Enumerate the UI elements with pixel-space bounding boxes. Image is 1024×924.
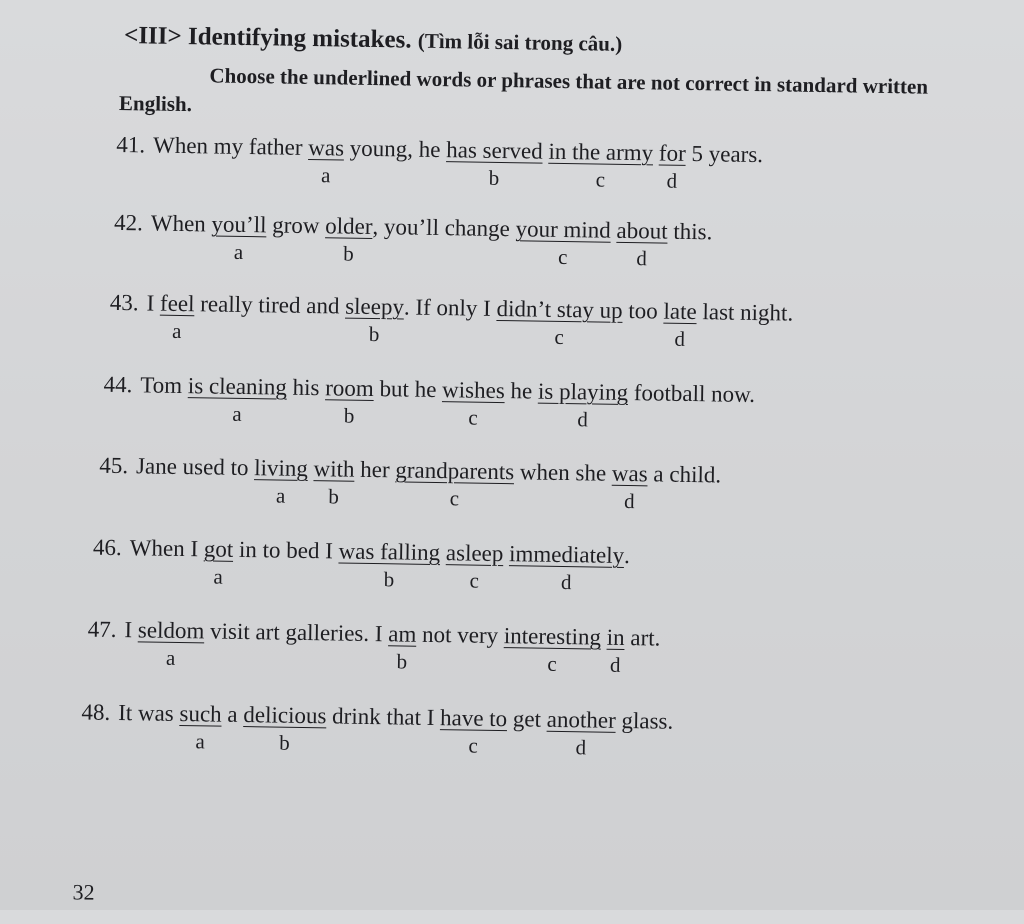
plain-text: Jane used to [135,453,255,481]
plain-text: a child. [647,461,722,488]
option-text: for [658,140,686,166]
underlined-option-b [338,538,441,592]
option-letter: a [213,564,223,589]
option-text: you’ll [211,211,267,238]
option-letter: d [623,488,635,514]
option-text: am [388,621,417,647]
plain-text: grow [266,212,326,239]
option-text: wishes [441,377,505,404]
option-letter: d [577,407,589,432]
option-text: didn’t stay up [496,295,623,323]
option-letter: b [279,730,290,755]
plain-text: too [622,297,664,324]
sentence-text [151,211,212,238]
underlined-option-c [445,540,504,593]
option-letter: d [609,652,621,677]
option-text: grandparents [395,457,515,485]
sentence-text [622,298,663,325]
option-letter: b [383,567,395,592]
underlined-option-d [663,298,697,351]
plain-text: I [124,617,139,643]
option-text: has served [446,137,543,164]
question-48 [81,699,674,778]
option-text: was [611,460,648,487]
underlined-option-d [616,217,668,271]
option-letter: c [595,167,606,192]
option-letter: c [468,405,478,430]
option-text: is playing [537,378,629,406]
option-text: asleep [445,540,504,567]
plain-text: art. [624,625,661,651]
sentence-text [233,537,339,565]
sentence-text [624,625,660,652]
sentence-text [507,706,547,733]
instructions: Choose the underlined words or phrases that are not correct in standard written English. [118,63,929,117]
underlined-option-c [395,457,515,511]
option-text: have to [439,705,508,732]
plain-text: really tired and [194,291,346,319]
underlined-option-c [441,377,505,430]
sentence-text [326,703,440,731]
sentence-text [287,375,326,402]
question-number: 45. [99,452,129,479]
underlined-option-d [537,378,629,432]
sentence-text [140,372,188,399]
option-letter: d [666,168,678,193]
underlined-option-b [388,621,417,674]
option-text: was [308,134,345,161]
sentence-text [616,708,674,735]
option-text: with [313,456,355,482]
plain-text: football now. [627,380,756,408]
sentence-text [624,543,630,569]
question-45 [98,453,721,533]
underlined-option-a [308,134,345,188]
sentence-text [221,702,243,728]
underlined-option-d [606,624,625,677]
option-letter: d [575,735,587,760]
plain-text: but he [373,376,443,403]
underlined-option-a [179,701,222,754]
option-text: immediately [508,541,625,568]
option-text: sleepy [345,293,405,320]
option-letter: b [328,484,340,509]
question-44 [103,372,755,452]
underlined-option-c [503,623,602,676]
option-text: delicious [243,702,327,729]
option-letter: c [469,568,480,593]
underlined-option-d [658,140,686,193]
sentence-text [204,618,388,647]
plain-text: When I [129,535,205,562]
sentence-text [404,294,497,321]
plain-text: drink that I [326,703,441,731]
sentence-text [374,376,443,403]
sentence-text [344,136,447,164]
option-text: older [325,213,373,239]
underlined-option-b [325,375,375,428]
underlined-option-c [496,295,623,350]
option-letter: c [547,651,557,676]
underlined-option-a [254,455,309,508]
section-heading [124,22,623,58]
option-letter: c [449,486,460,511]
sentence-text [354,457,395,484]
underlined-option-c [515,216,611,270]
underlined-option-a [211,211,267,264]
question-number: 47. [87,616,117,643]
option-letter: c [554,324,565,350]
sentence-text [416,622,504,649]
option-letter: a [275,483,286,508]
plain-text: last night. [696,299,794,326]
plain-text: I [146,290,161,316]
option-letter: a [320,163,331,188]
option-text: in [606,624,625,650]
question-46 [92,535,630,613]
sentence-text [194,291,345,319]
option-letter: b [343,403,355,428]
plain-text: When [150,210,212,237]
underlined-option-b [446,137,543,190]
option-letter: b [368,321,380,347]
option-letter: a [195,729,206,754]
underlined-option-d [611,460,648,514]
sentence-text [266,212,325,239]
option-text: your mind [515,216,611,243]
sentence-text [686,141,764,168]
plain-text: he [504,378,539,404]
sentence-text [628,380,755,408]
underlined-option-a [203,536,234,589]
option-letter: b [396,649,408,674]
section-title: <III> Identifying mistakes. [123,22,412,54]
question-number: 43. [109,289,139,316]
plain-text: in to bed I [233,536,339,564]
option-text: room [325,375,375,402]
option-letter: d [636,246,648,271]
sentence-text [153,133,309,161]
sentence-text [647,461,721,488]
plain-text: , you’ll change [372,213,516,242]
sentence-text [514,459,612,487]
sentence-text [146,290,160,316]
question-43 [109,290,793,371]
plain-text: It was [117,700,180,727]
plain-text: this. [667,218,713,245]
sentence-text [697,299,794,327]
plain-text: Tom [140,372,189,399]
plain-text: a [221,701,244,728]
plain-text: not very [416,621,505,649]
underlined-option-a [187,373,288,426]
option-letter: c [468,733,479,758]
option-letter: b [488,165,500,190]
option-text: interesting [503,623,602,650]
question-number: 42. [113,209,144,236]
option-text: about [616,217,668,244]
question-42 [113,210,712,289]
section-subtitle: (Tìm lỗi sai trong câu.) [417,28,623,56]
plain-text: glass. [615,707,674,734]
plain-text: When my father [152,132,309,160]
underlined-option-d [546,706,616,760]
option-text: seldom [137,617,205,644]
page-number: 32 [72,879,95,905]
option-letter: a [233,239,244,264]
underlined-option-b [243,702,327,755]
underlined-option-d [508,541,625,595]
underlined-option-b [345,293,405,347]
plain-text: get [506,706,547,732]
underlined-option-c [439,705,508,758]
option-letter: d [674,326,686,351]
option-text: got [203,536,234,562]
underlined-option-c [548,138,654,192]
option-text: in the army [548,138,654,166]
question-47 [87,617,661,696]
sentence-text [130,535,204,562]
underlined-option-b [313,456,355,509]
plain-text: her [354,456,396,483]
option-text: is cleaning [187,373,288,400]
question-number: 46. [92,534,122,561]
question-number: 44. [103,371,133,398]
option-letter: c [557,244,568,270]
question-41 [115,132,763,212]
option-text: feel [159,290,195,317]
sentence-text [667,219,712,246]
sentence-text [372,214,515,242]
sentence-text [124,617,138,643]
plain-text: visit art galleries. I [204,618,389,647]
sentence-text [136,453,255,481]
plain-text: when she [513,459,613,486]
question-number: 41. [116,131,146,158]
plain-text: . If only I [403,294,497,321]
option-letter: a [232,401,242,426]
option-text: was falling [338,538,441,566]
sentence-text [505,378,539,405]
option-letter: b [343,241,354,266]
option-text: such [179,701,222,727]
question-number: 48. [81,699,111,725]
option-letter: d [560,569,572,595]
underlined-option-b [325,213,373,266]
plain-text: . [623,542,631,569]
sentence-text [118,700,180,727]
option-letter: a [165,645,176,670]
option-text: late [663,298,697,325]
plain-text: his [286,374,326,401]
underlined-option-a [137,617,205,670]
plain-text: young, he [343,135,447,163]
option-text: living [254,455,309,482]
option-text: another [546,706,616,733]
plain-text: 5 years. [685,140,764,168]
option-letter: a [171,318,182,344]
underlined-option-a [159,290,195,344]
